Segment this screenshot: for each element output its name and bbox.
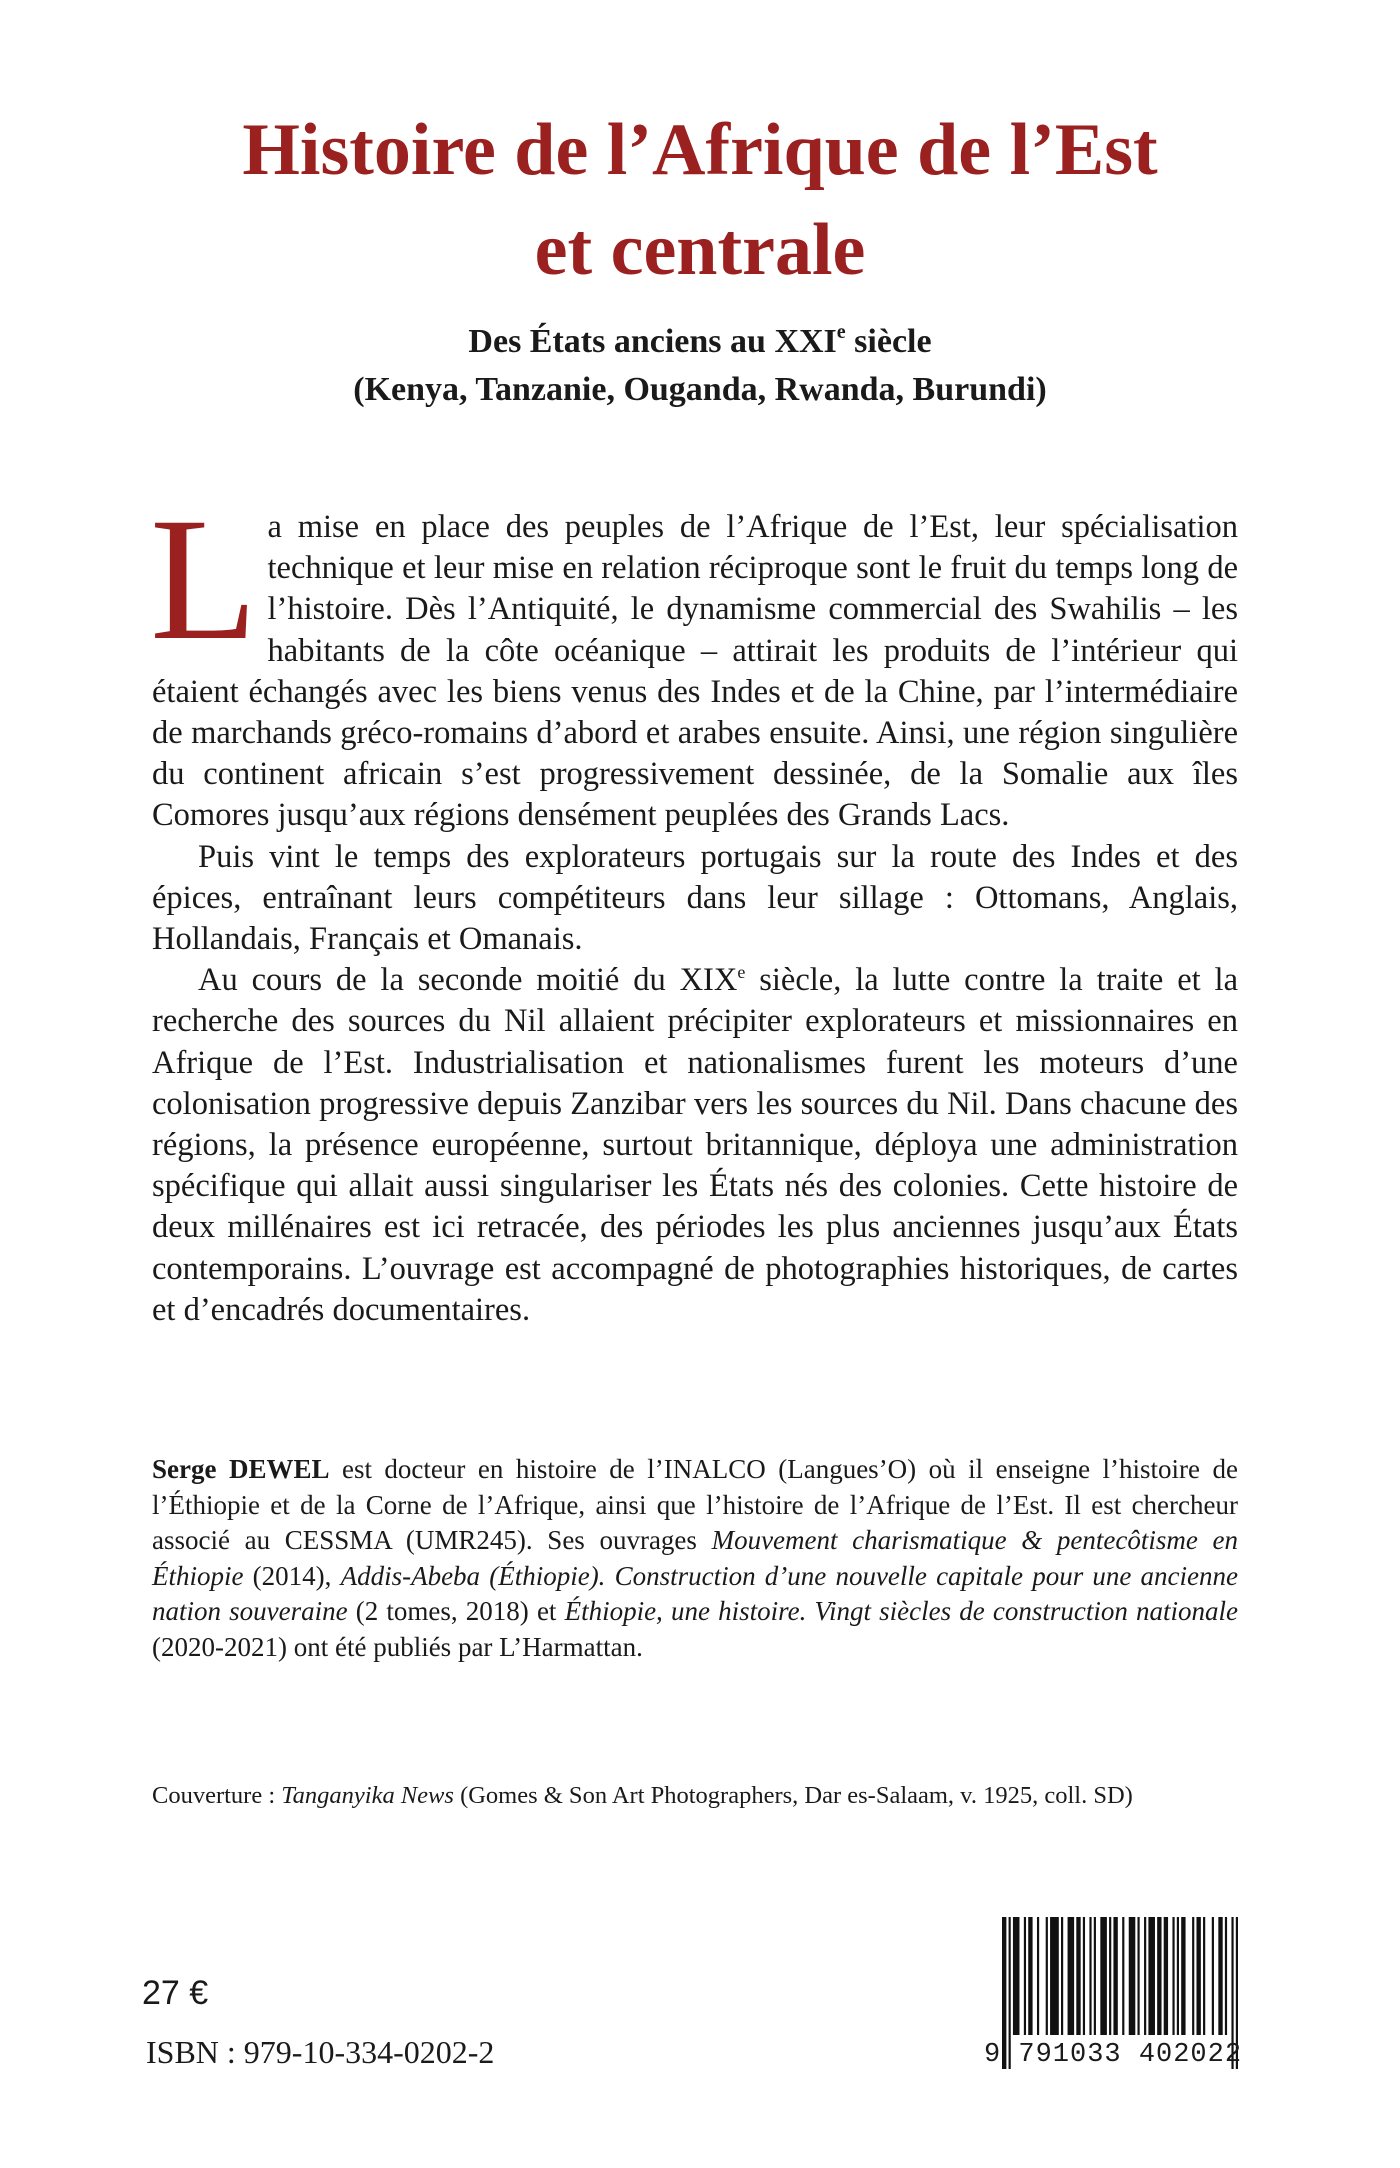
barcode-bar xyxy=(1068,1917,1075,2035)
barcode-bar xyxy=(1137,1917,1139,2035)
barcode-bar xyxy=(1212,1917,1214,2035)
bio-work-1: Mouvement charismatique & pentecôtisme en Éthiopie xyxy=(152,1525,1238,1591)
barcode-bar xyxy=(1144,1917,1146,2035)
barcode-bar xyxy=(1172,1917,1174,2035)
barcode-bar xyxy=(1050,1917,1059,2035)
barcode-bar xyxy=(1076,1917,1080,2035)
barcode-bar xyxy=(1192,1917,1194,2035)
blurb-paragraph-2: Puis vint le temps des explorateurs portugais sur la route des Indes et des épices, entraînant leurs compétiteurs dans leur sillage : Ottomans, Anglais, Hollandais, Français et Omanais. xyxy=(152,838,1238,958)
barcode-bar xyxy=(1177,1917,1179,2035)
bio-text-3: (2 tomes, 2018) et xyxy=(347,1596,565,1626)
barcode-bar xyxy=(1037,1917,1039,2035)
author-name: Serge DEWEL xyxy=(152,1454,330,1484)
bio-work-2: Addis-Abeba (Éthiopie). Construction d’une nouvelle capitale pour une ancienne nation souveraine xyxy=(152,1560,1239,1626)
barcode-digits: 9 791033 402022 xyxy=(984,2040,1243,2070)
isbn: ISBN : 979-10-334-0202-2 xyxy=(146,2034,495,2070)
price: 27 € xyxy=(142,1974,209,2012)
bio-work-3: Éthiopie, une histoire. Vingt siècles de construction nationale xyxy=(564,1596,1238,1626)
credit-title: Tanganyika News xyxy=(281,1782,454,1809)
barcode-bar xyxy=(1203,1917,1205,2035)
drop-cap: L xyxy=(150,482,258,677)
paragraph-3-end: siècle, la lutte contre la traite et la recherche des sources du Nil allaient précipiter explorateurs et missionnaires en Afrique de l’Est. Industrialisation et nationalismes furent les moteurs d’une colonisation progressive depuis Zanzibar vers les sources du Nil. Dans chacune des régions, la présence européenne, surtout britannique, déploya une administration spécifique qui allait aussi singulariser les États nés des colonies. Cette histoire de deux millénaires est ici retracée, des périodes les plus anciennes jusqu’aux États contemporains. L’ouvrage est accompagné de photographies historiques, de cartes et d’encadrés documentaires. xyxy=(152,962,1238,1328)
barcode-bar xyxy=(1164,1917,1168,2035)
barcode-bar xyxy=(1024,1917,1026,2035)
paragraph-3-superscript: e xyxy=(737,962,746,983)
barcode-bar xyxy=(1061,1917,1063,2035)
bio-text-4: (2020-2021) ont été publiés par L’Harmattan. xyxy=(152,1631,643,1662)
subtitle-text: Des États anciens au XXI xyxy=(468,323,837,360)
barcode-bar xyxy=(1181,1917,1185,2035)
barcode-bar xyxy=(1129,1917,1136,2035)
bio-text-1: est docteur en histoire de l’INALCO (Langues’O) où il enseigne l’histoire de l’Éthiopie et de la Corne de l’Afrique, ainsi que l’histoire de l’Afrique de l’Est. Il est chercheur associé au CESSMA (UMR245). Ses ouvrages xyxy=(152,1454,1238,1555)
bio-paragraph xyxy=(152,1452,1238,1665)
barcode-bar xyxy=(1089,1917,1091,2035)
subtitle-superscript: e xyxy=(836,321,846,343)
barcode-bar xyxy=(1218,1917,1222,2035)
credit-label: Couverture : xyxy=(152,1782,282,1809)
credit-details: (Gomes & Son Art Photographers, Dar es-Salaam, v. 1925, coll. SD) xyxy=(453,1782,1133,1809)
barcode-bar xyxy=(1196,1917,1200,2035)
barcode-bar xyxy=(1122,1917,1124,2035)
author-bio xyxy=(152,1452,1238,1665)
barcode-bar xyxy=(1100,1917,1107,2035)
subtitle-text-end: siècle xyxy=(845,323,932,360)
barcode-bar xyxy=(1225,1917,1227,2035)
title-line-1: Histoire de l’Afrique de l’Est xyxy=(242,109,1158,191)
barcode-bar xyxy=(1083,1917,1085,2035)
barcode-bar xyxy=(1113,1917,1117,2035)
blurb xyxy=(150,482,1238,1331)
paragraph-1-text: a mise en place des peuples de l’Afrique de l’Est, leur spécialisation technique et leur mise en relation réciproque sont le fruit du temps long de l’histoire. Dès l’Antiquité, le dynamisme commercial des Swahilis – les habitants de la côte océanique – attirait les produits de l’intérieur qui étaient échangés avec les biens venus des Indes et de la Chine, par l’intermédiaire de marchands gréco-romains d’abord et arabes ensuite. Ainsi, une région singulière du continent africain s’est progressivement dessinée, de la Somalie aux îles Comores jusqu’aux régions densément peuplées des Grands Lacs. xyxy=(152,509,1238,834)
barcode-bar xyxy=(1046,1917,1048,2035)
paragraph-3-start: Au cours de la seconde moitié du XIX xyxy=(198,962,738,999)
bio-text-2: (2014), xyxy=(243,1560,341,1591)
title-line-2: et centrale xyxy=(534,209,866,291)
cover-credit xyxy=(152,1780,1272,1812)
book-title xyxy=(0,100,1400,300)
barcode-bar xyxy=(1094,1917,1096,2035)
barcode-bar xyxy=(1157,1917,1161,2035)
barcode-bar xyxy=(1109,1917,1111,2035)
barcode-bar xyxy=(1148,1917,1155,2035)
subtitle-line-2: (Kenya, Tanzanie, Ouganda, Rwanda, Burundi) xyxy=(353,371,1047,408)
barcode-bar xyxy=(1028,1917,1032,2035)
barcode-bar xyxy=(1013,1917,1020,2035)
blurb-paragraph-1 xyxy=(150,482,1238,837)
subtitle-line-1 xyxy=(468,323,931,360)
blurb-paragraph-3 xyxy=(152,960,1238,1331)
book-subtitle xyxy=(0,318,1400,414)
